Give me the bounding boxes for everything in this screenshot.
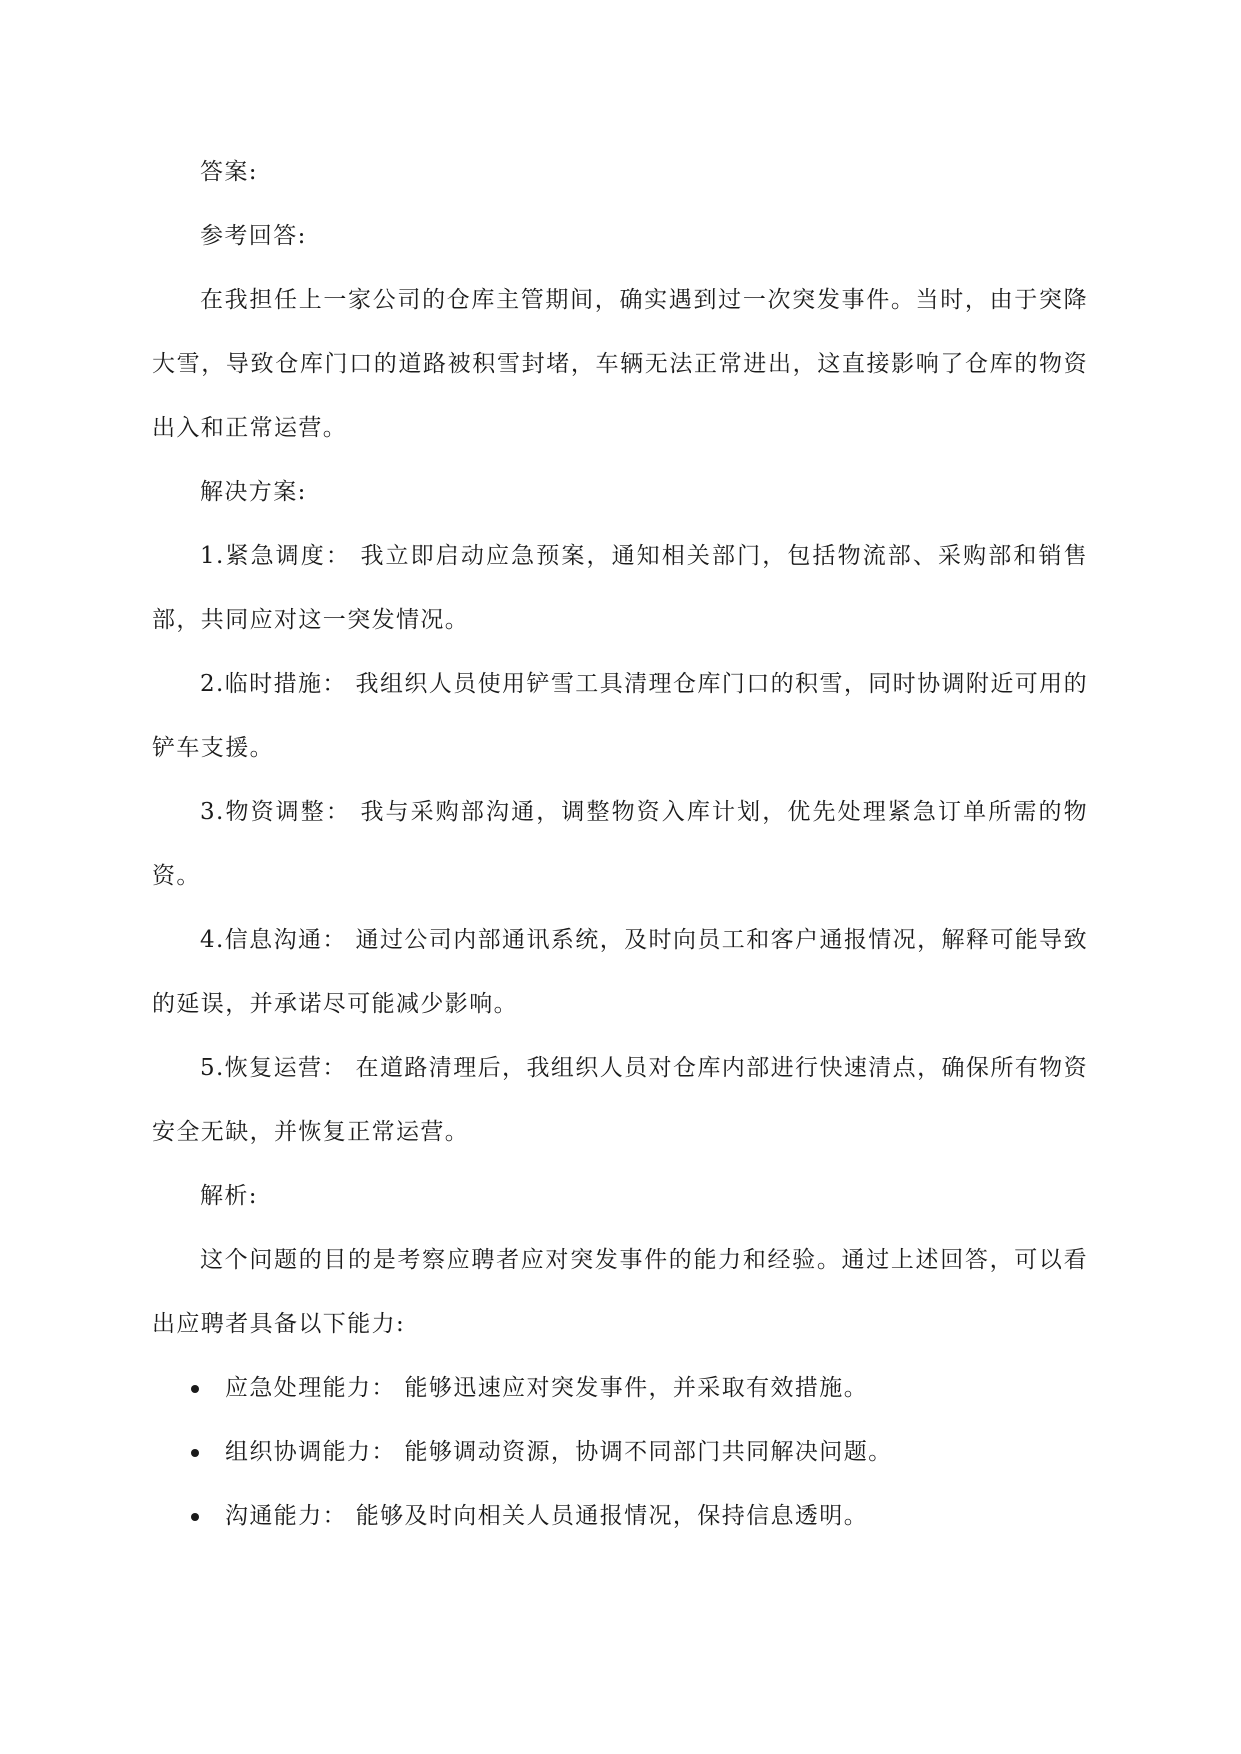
step-paragraph: 5.恢复运营： 在道路清理后，我组织人员对仓库内部进行快速清点，确保所有物资安全无缺，并恢复正常运营。 bbox=[152, 1055, 1088, 1145]
ability-list bbox=[152, 1356, 1088, 1548]
bullet-icon bbox=[191, 1385, 199, 1393]
document-body bbox=[152, 140, 1088, 1548]
list-item-text: 沟通能力： 能够及时向相关人员通报情况，保持信息透明。 bbox=[225, 1503, 869, 1529]
intro-paragraph: 在我担任上一家公司的仓库主管期间，确实遇到过一次突发事件。当时，由于突降大雪，导致仓库门口的道路被积雪封堵，车辆无法正常进出，这直接影响了仓库的物资出入和正常运营。 bbox=[152, 287, 1088, 441]
list-item bbox=[152, 1484, 1088, 1548]
bullet-icon bbox=[191, 1513, 199, 1521]
analysis-heading: 解析: bbox=[200, 1183, 258, 1209]
list-item bbox=[152, 1356, 1088, 1420]
step-paragraph: 3.物资调整： 我与采购部沟通，调整物资入库计划，优先处理紧急订单所需的物资。 bbox=[152, 799, 1088, 889]
list-item-text: 应急处理能力： 能够迅速应对突发事件，并采取有效措施。 bbox=[225, 1375, 869, 1401]
step-paragraph: 1.紧急调度： 我立即启动应急预案，通知相关部门，包括物流部、采购部和销售部，共同应对这一突发情况。 bbox=[152, 543, 1088, 633]
solution-heading: 解决方案: bbox=[200, 479, 307, 505]
step-paragraph: 4.信息沟通： 通过公司内部通讯系统，及时向员工和客户通报情况，解释可能导致的延误，并承诺尽可能减少影响。 bbox=[152, 927, 1088, 1017]
step-paragraph: 2.临时措施： 我组织人员使用铲雪工具清理仓库门口的积雪，同时协调附近可用的铲车支援。 bbox=[152, 671, 1088, 761]
analysis-paragraph: 这个问题的目的是考察应聘者应对突发事件的能力和经验。通过上述回答，可以看出应聘者具备以下能力: bbox=[152, 1247, 1088, 1337]
list-item-text: 组织协调能力： 能够调动资源，协调不同部门共同解决问题。 bbox=[225, 1439, 893, 1465]
reference-heading: 参考回答: bbox=[200, 223, 307, 249]
bullet-icon bbox=[191, 1449, 199, 1457]
answer-heading: 答案: bbox=[200, 159, 258, 185]
list-item bbox=[152, 1420, 1088, 1484]
